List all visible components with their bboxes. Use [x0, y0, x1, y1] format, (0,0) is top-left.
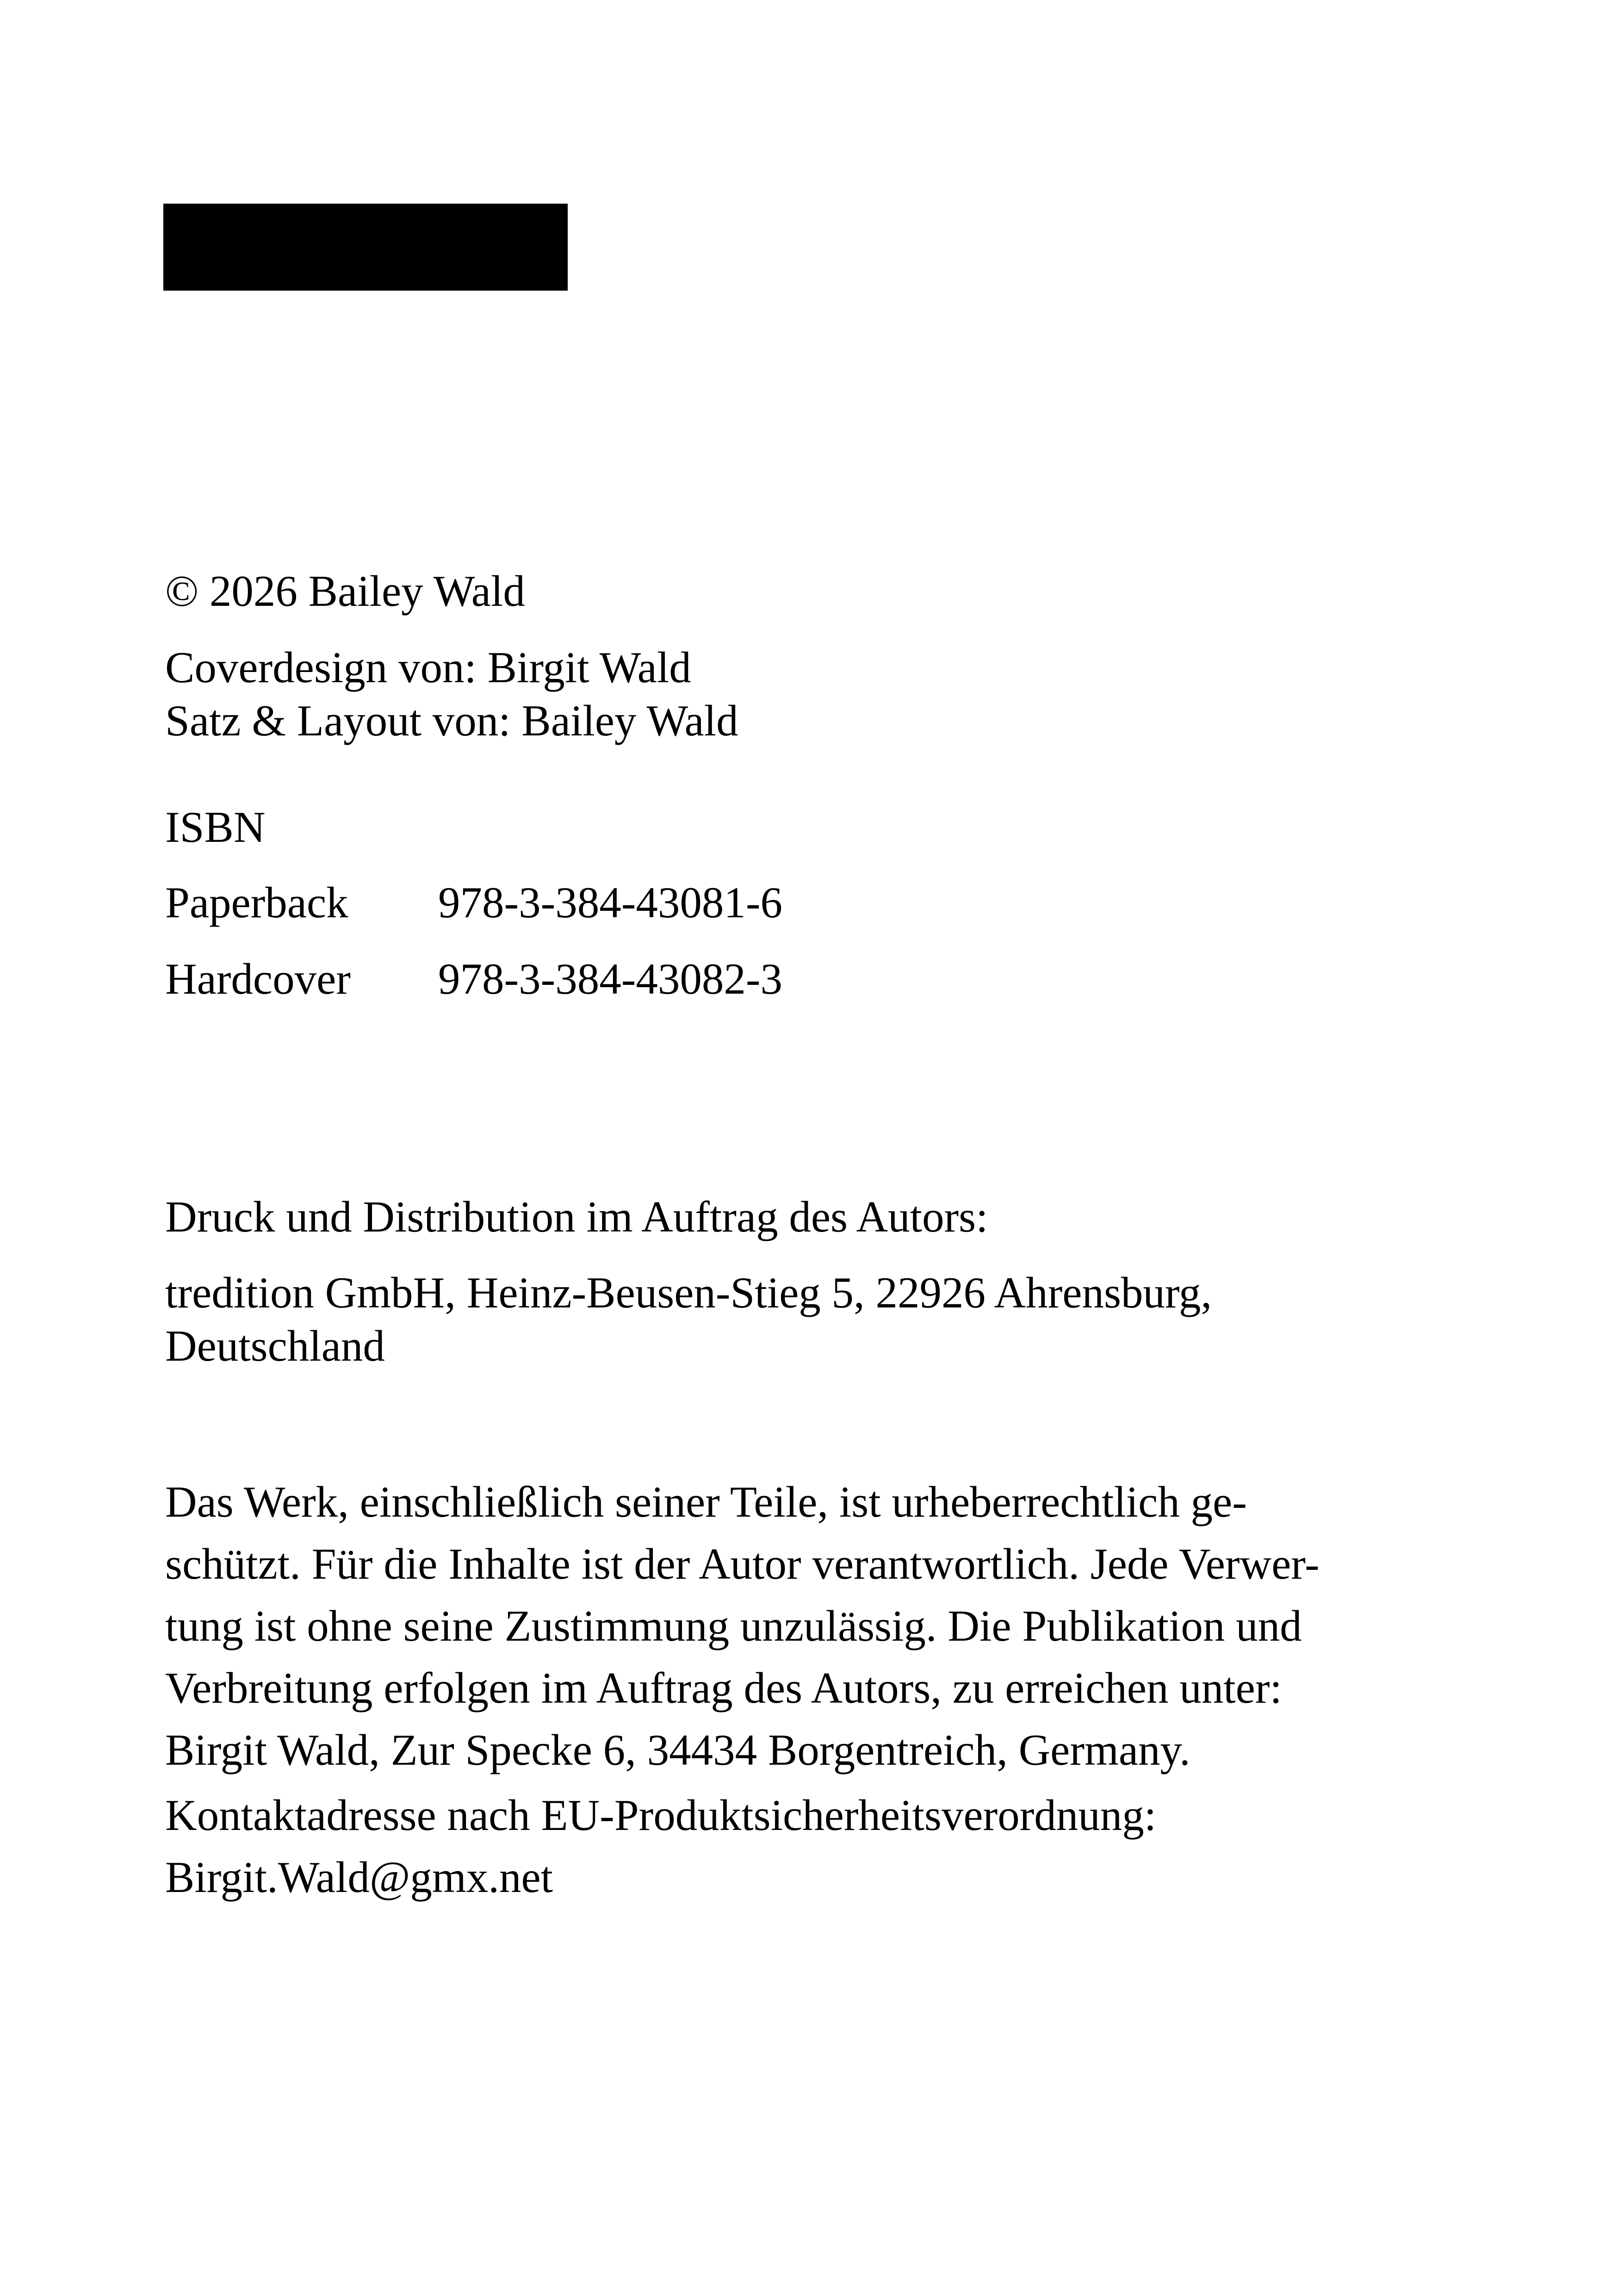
isbn-label: Hardcover [165, 954, 351, 1003]
cover-credit: Coverdesign von: Birgit Wald [165, 643, 691, 692]
legal-line: tung ist ohne seine Zustimmung unzulässig. Die Publikation und [165, 1601, 1302, 1650]
legal-line: Birgit Wald, Zur Specke 6, 34434 Borgentreich, Germany. [165, 1725, 1190, 1774]
layout-credit: Satz & Layout von: Bailey Wald [165, 696, 738, 745]
copyright-notice [165, 565, 525, 618]
legal-line: Das Werk, einschließlich seiner Teile, ist urheberrechtlich ge- [165, 1477, 1247, 1526]
printer-address-line: tredition GmbH, Heinz-Beusen-Stieg 5, 22926 Ahrensburg, [165, 1268, 1212, 1317]
isbn-label: Paperback [165, 878, 348, 927]
contact-block [165, 1784, 1156, 1908]
printer-address [165, 1266, 1212, 1373]
legal-notice [165, 1471, 1320, 1781]
isbn-value: 978-3-384-43082-3 [438, 954, 783, 1003]
isbn-heading-block [165, 801, 265, 854]
isbn-heading: ISBN [165, 803, 266, 852]
credits-block [165, 641, 738, 747]
isbn-value: 978-3-384-43081-6 [438, 878, 783, 927]
legal-line: schützt. Für die Inhalte ist der Autor verantwortlich. Jede Verwer- [165, 1539, 1320, 1588]
contact-heading: Kontaktadresse nach EU-Produktsicherheitsverordnung: [165, 1791, 1157, 1840]
redaction-bar [163, 204, 568, 291]
printing-heading: Druck und Distribution im Auftrag des Autors: [165, 1192, 988, 1241]
contact-email: Birgit.Wald@gmx.net [165, 1853, 553, 1902]
printing-heading-block [165, 1190, 988, 1244]
legal-line: Verbreitung erfolgen im Auftrag des Autors, zu erreichen unter: [165, 1663, 1282, 1712]
copyright-text: © 2026 Bailey Wald [165, 566, 525, 616]
printer-address-line: Deutschland [165, 1321, 385, 1370]
